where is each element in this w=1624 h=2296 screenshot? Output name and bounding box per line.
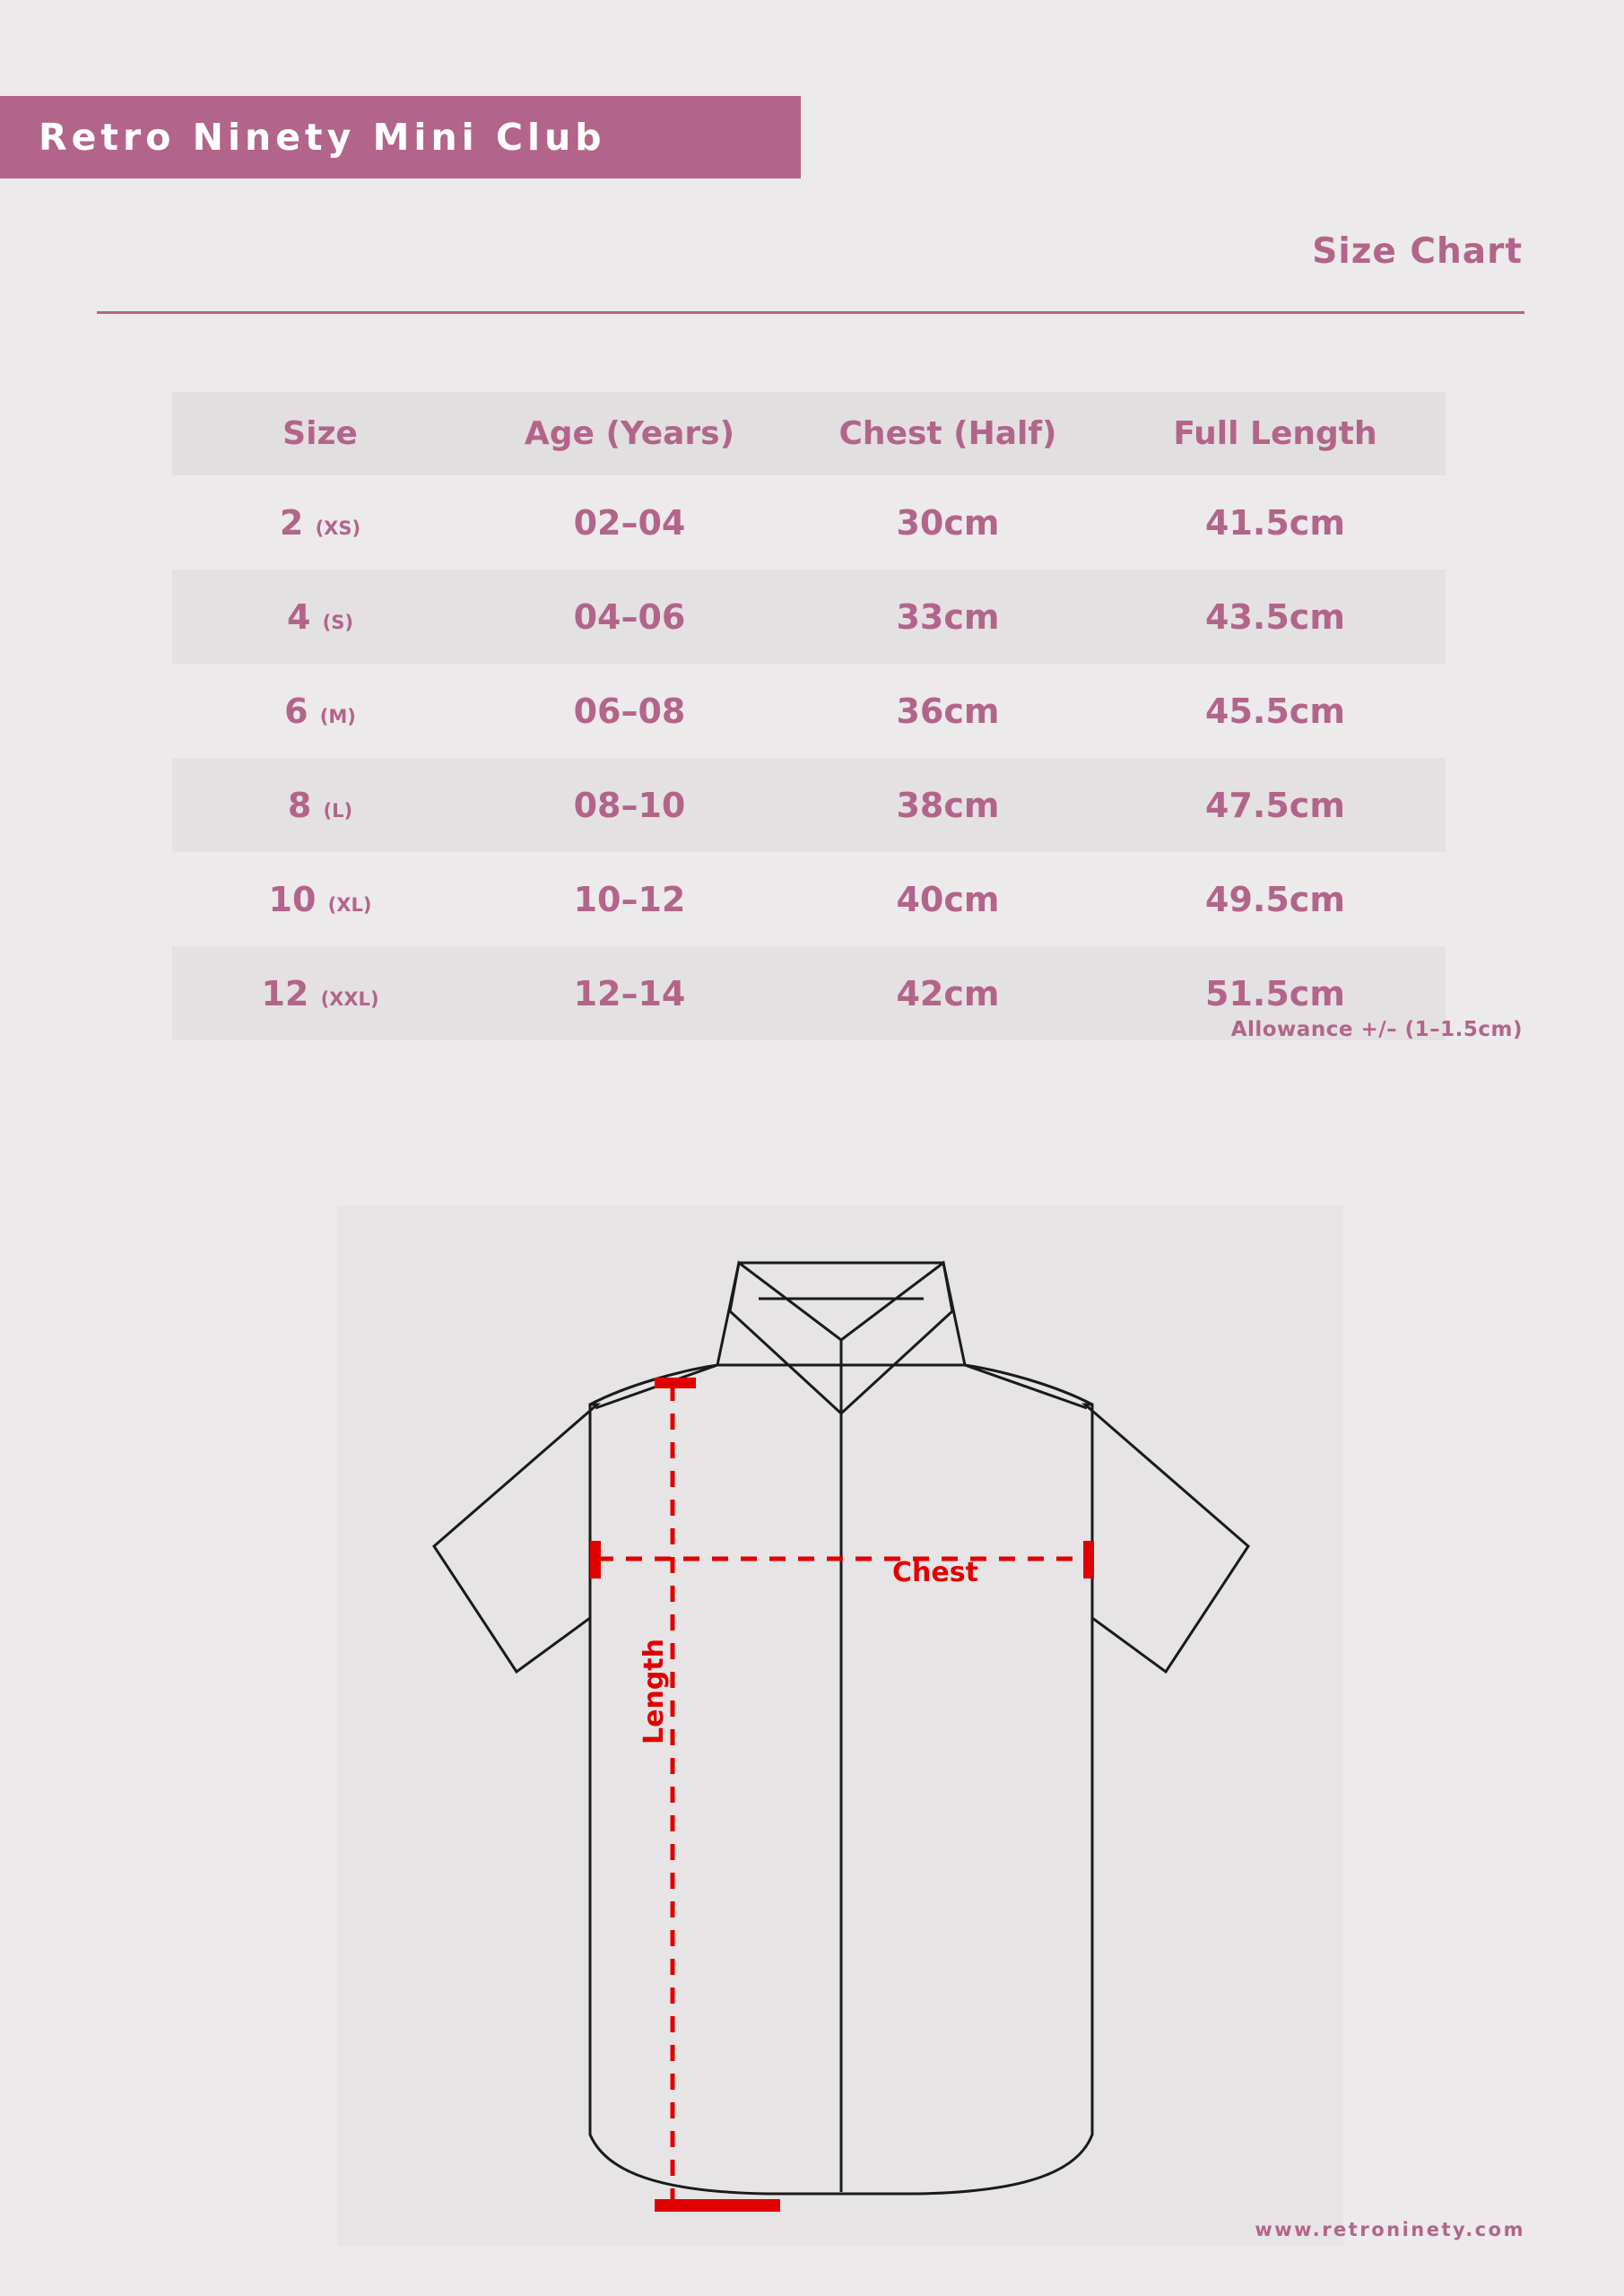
size-value: 6 — [284, 691, 308, 731]
cell-size — [172, 974, 468, 1013]
website-url[interactable]: www.retroninety.com — [1255, 2219, 1525, 2240]
cell-length: 41.5cm — [1205, 502, 1345, 543]
cell-size — [172, 691, 468, 731]
size-letter: (L) — [323, 799, 353, 822]
size-letter: (S) — [322, 611, 353, 633]
column-header-age: Age (Years) — [524, 415, 735, 452]
cell-age: 08–10 — [573, 785, 686, 825]
table-row — [172, 852, 1446, 946]
table-row — [172, 475, 1446, 570]
cell-chest: 30cm — [896, 502, 1000, 543]
table-header-row — [172, 392, 1446, 475]
title-divider — [97, 311, 1524, 314]
cell-size — [172, 880, 468, 919]
column-header-size: Size — [282, 415, 358, 452]
page-title: Size Chart — [1312, 231, 1523, 272]
cell-chest: 38cm — [896, 785, 1000, 825]
cell-length: 47.5cm — [1205, 785, 1345, 825]
column-header-chest: Chest (Half) — [838, 415, 1057, 452]
size-letter: (M) — [319, 705, 356, 727]
table-row — [172, 758, 1446, 852]
cell-chest: 36cm — [896, 691, 1000, 731]
column-header-length: Full Length — [1173, 415, 1377, 452]
cell-length: 51.5cm — [1205, 973, 1345, 1013]
size-chart-table — [172, 392, 1446, 1040]
shirt-diagram — [337, 1205, 1343, 2246]
cell-chest: 42cm — [896, 973, 1000, 1013]
chest-measurement-label: Chest — [892, 1557, 978, 1588]
size-letter: (XL) — [327, 893, 372, 916]
garment-illustration-panel — [337, 1205, 1343, 2246]
length-measurement-label: Length — [638, 1639, 670, 1744]
brand-bar — [0, 96, 801, 178]
cell-age: 12–14 — [573, 973, 686, 1013]
size-value: 12 — [261, 973, 309, 1013]
cell-length: 49.5cm — [1205, 879, 1345, 919]
cell-size — [172, 503, 468, 543]
table-row — [172, 570, 1446, 664]
cell-size — [172, 786, 468, 825]
size-letter: (XS) — [315, 517, 361, 539]
size-letter: (XXL) — [320, 987, 379, 1010]
cell-length: 45.5cm — [1205, 691, 1345, 731]
cell-age: 06–08 — [573, 691, 686, 731]
cell-chest: 33cm — [896, 596, 1000, 637]
brand-title: Retro Ninety Mini Club — [39, 116, 606, 159]
cell-chest: 40cm — [896, 879, 1000, 919]
size-value: 2 — [279, 502, 304, 543]
table-row — [172, 664, 1446, 758]
cell-size — [172, 597, 468, 637]
size-value: 10 — [268, 879, 317, 919]
cell-age: 02–04 — [573, 502, 686, 543]
allowance-note: Allowance +/– (1–1.5cm) — [1230, 1018, 1523, 1041]
cell-age: 04–06 — [573, 596, 686, 637]
size-value: 4 — [286, 596, 311, 637]
cell-age: 10–12 — [573, 879, 686, 919]
size-value: 8 — [287, 785, 312, 825]
cell-length: 43.5cm — [1205, 596, 1345, 637]
